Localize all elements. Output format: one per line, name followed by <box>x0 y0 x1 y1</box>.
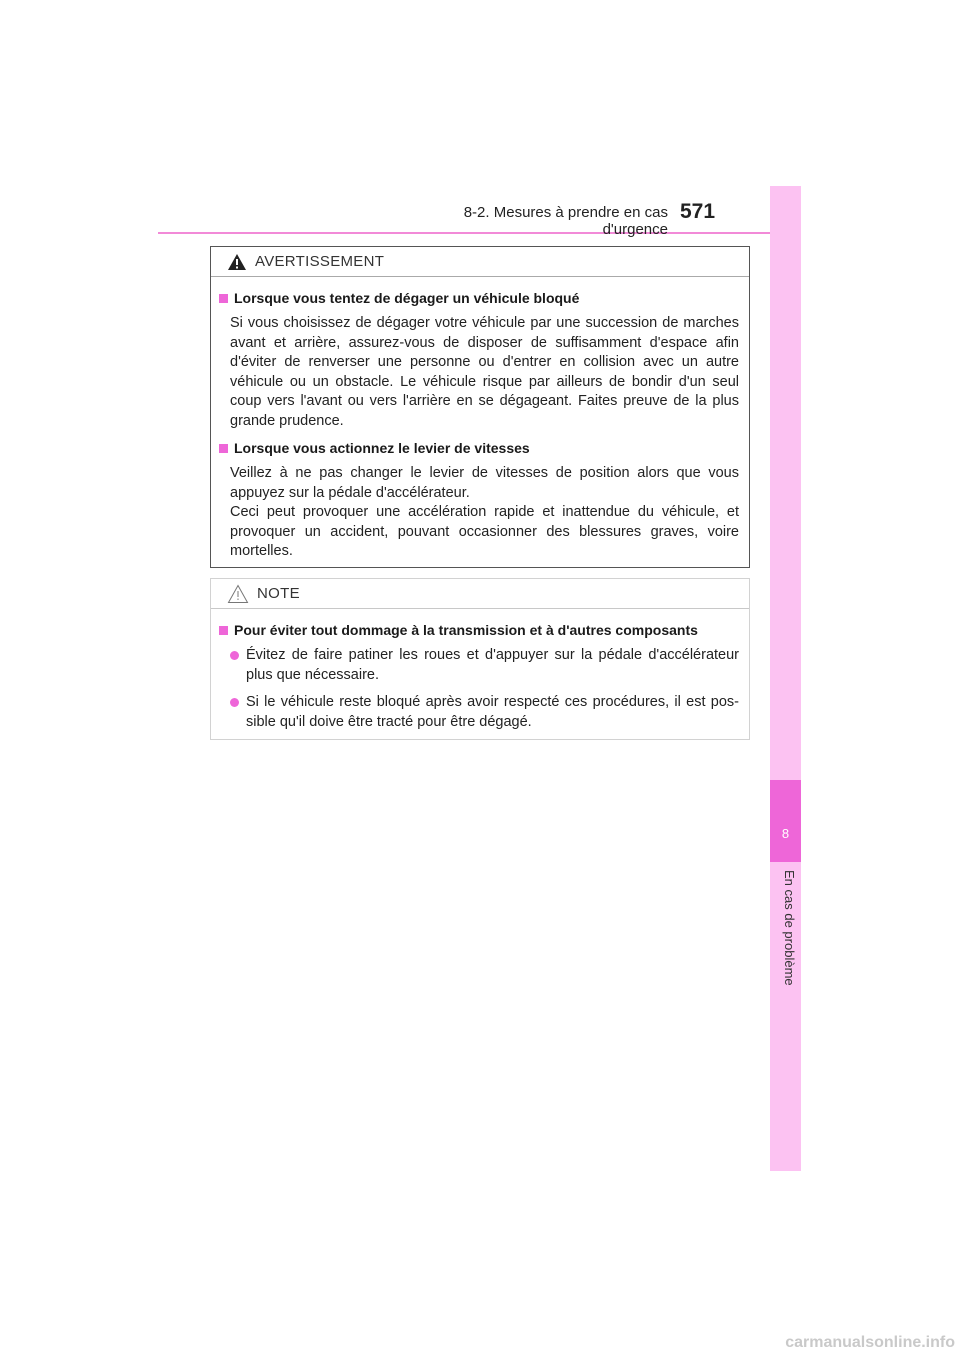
warning-paragraph: Veillez à ne pas changer le levier de vitesses de position alors que vous appuyez sur la pédale d'accélérateur. <box>230 465 739 501</box>
chapter-side-tab <box>770 186 801 1171</box>
square-bullet-icon <box>219 444 228 453</box>
note-bullet: Évitez de faire patiner les roues et d'appuyer sur la pédale d'accélérateur plus que nécessaire. <box>219 646 739 685</box>
note-title: NOTE <box>257 585 300 602</box>
warning-paragraph: Si vous choisissez de dégager votre véhicule par une succession de marches avant et arrière, assurez-vous de disposer de suffisamment d'espace afin d'éviter de renverser une personne ou d'entrer en collision avec un autre véhicule ou un obstacle. Le véhicule risque par ailleurs de bondir d'un seul coup vers l'avant ou vers l'arrière en se dégageant. Faites preuve de la plus grande prudence. <box>230 315 739 429</box>
warning-box <box>210 246 750 568</box>
watermark: carmanualsonline.info <box>785 1334 955 1351</box>
page-number: 571 <box>680 200 716 223</box>
warning-body <box>211 277 749 578</box>
section-title: 8-2. Mesures à prendre en cas d'urgence <box>463 204 668 238</box>
warning-heading: Lorsque vous actionnez le levier de vitesses <box>219 439 739 458</box>
note-title-bar <box>211 579 749 609</box>
square-bullet-icon <box>219 294 228 303</box>
round-bullet-icon <box>230 698 239 707</box>
round-bullet-icon <box>230 651 239 660</box>
warning-heading: Lorsque vous tentez de dégager un véhicule bloqué <box>219 289 739 308</box>
note-bullet: Si le véhicule reste bloqué après avoir respecté ces procédures, il est pos-sible qu'il doive être tracté pour être dégagé. <box>219 693 739 732</box>
note-box <box>210 578 750 740</box>
square-bullet-icon <box>219 626 228 635</box>
chapter-tab-marker[interactable] <box>770 780 801 862</box>
chapter-number: 8 <box>781 826 790 841</box>
warning-title: AVERTISSEMENT <box>255 253 385 270</box>
note-heading: Pour éviter tout dommage à la transmission et à d'autres composants <box>219 621 739 640</box>
warning-title-bar <box>211 247 749 277</box>
caution-outline-triangle-icon <box>227 584 249 604</box>
warning-triangle-icon <box>227 253 247 271</box>
warning-paragraph: Ceci peut provoquer une accélération rapide et inattendue du véhicule, et provoquer un accident, pouvant occasionner des blessures graves, voire mortelles. <box>230 504 739 559</box>
note-body <box>211 609 749 748</box>
chapter-label: En cas de problème <box>782 870 797 986</box>
